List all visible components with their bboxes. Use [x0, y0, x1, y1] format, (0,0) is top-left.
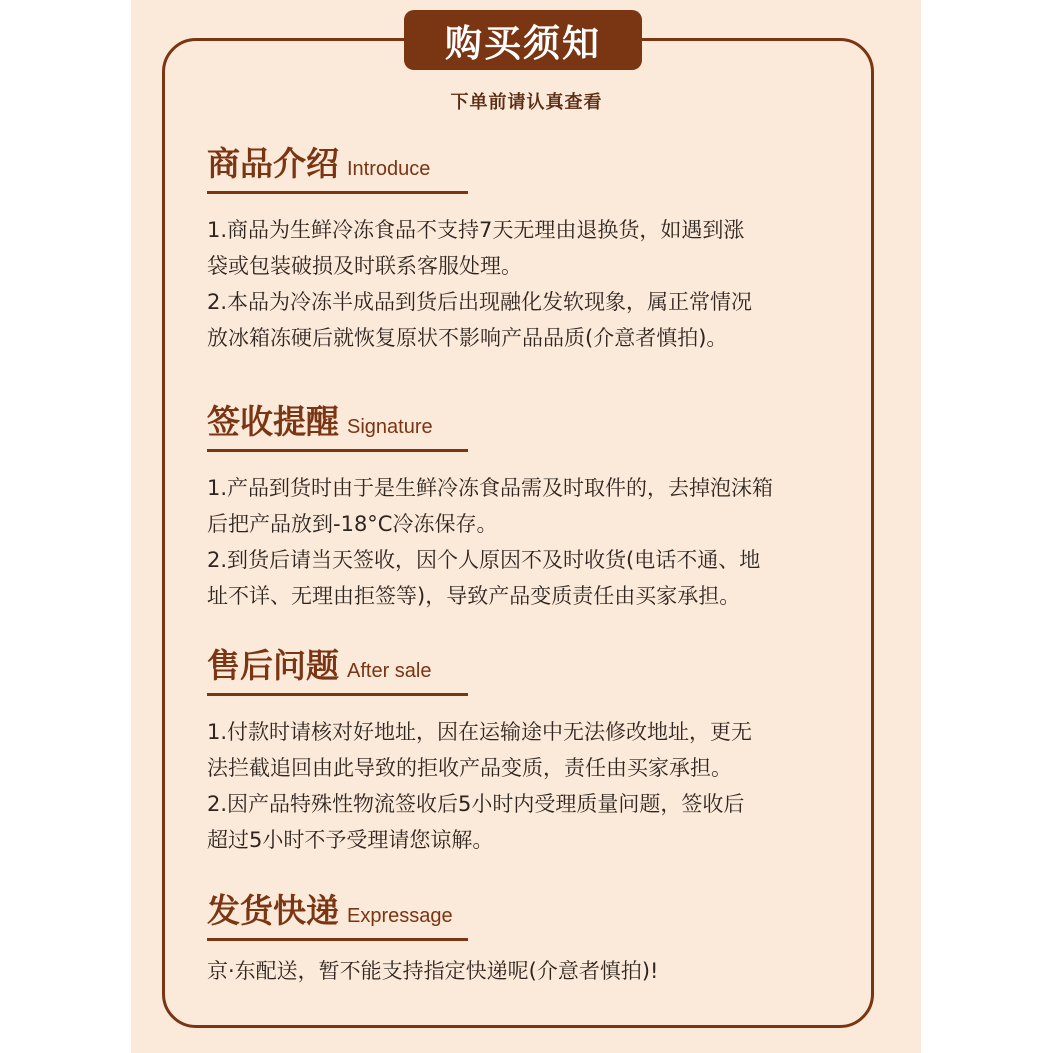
text-line: 1.付款时请核对好地址，因在运输途中无法修改地址，更无 [207, 720, 753, 744]
section-introduce [207, 138, 867, 356]
section-heading [207, 396, 468, 452]
text-line: 京·东配送，暂不能支持指定快递呢(介意者慎拍)! [207, 959, 659, 983]
section-body [207, 953, 867, 989]
section-subtitle-en: Signature [347, 416, 433, 438]
section-subtitle-en: Expressage [347, 905, 453, 927]
page-title: 购买须知 [445, 22, 601, 65]
section-title: 售后问题 [207, 646, 339, 685]
section-subtitle-en: After sale [347, 660, 432, 682]
text-line: 1.商品为生鲜冷冻食品不支持7天无理由退换货，如遇到涨 [207, 218, 745, 242]
text-line: 1.产品到货时由于是生鲜冷冻食品需及时取件的，去掉泡沫箱 [207, 476, 774, 500]
section-body [207, 714, 867, 858]
section-after-sale [207, 640, 867, 858]
text-line: 2.到货后请当天签收，因个人原因不及时收货(电话不通、地 [207, 548, 761, 572]
section-heading [207, 138, 468, 194]
section-signature [207, 396, 867, 614]
text-line: 址不详、无理由拒签等)，导致产品变质责任由买家承担。 [207, 584, 741, 608]
text-line: 法拦截追回由此导致的拒收产品变质，责任由买家承担。 [207, 756, 732, 780]
section-body [207, 212, 867, 356]
section-subtitle-en: Introduce [347, 158, 431, 180]
title-badge [404, 10, 642, 70]
text-line: 袋或包装破损及时联系客服处理。 [207, 254, 522, 278]
page-subtitle: 下单前请认真查看 [450, 92, 603, 113]
section-title: 签收提醒 [207, 402, 339, 441]
section-body [207, 470, 867, 614]
section-heading [207, 640, 468, 696]
section-title: 发货快递 [207, 891, 339, 930]
section-expressage [207, 885, 867, 989]
text-line: 后把产品放到-18°C冷冻保存。 [207, 512, 498, 536]
section-title: 商品介绍 [207, 144, 339, 183]
text-line: 2.本品为冷冻半成品到货后出现融化发软现象，属正常情况 [207, 290, 753, 314]
text-line: 2.因产品特殊性物流签收后5小时内受理质量问题，签收后 [207, 792, 745, 816]
section-heading [207, 885, 468, 941]
text-line: 超过5小时不予受理请您谅解。 [207, 828, 494, 852]
text-line: 放冰箱冻硬后就恢复原状不影响产品品质(介意者慎拍)。 [207, 326, 728, 350]
